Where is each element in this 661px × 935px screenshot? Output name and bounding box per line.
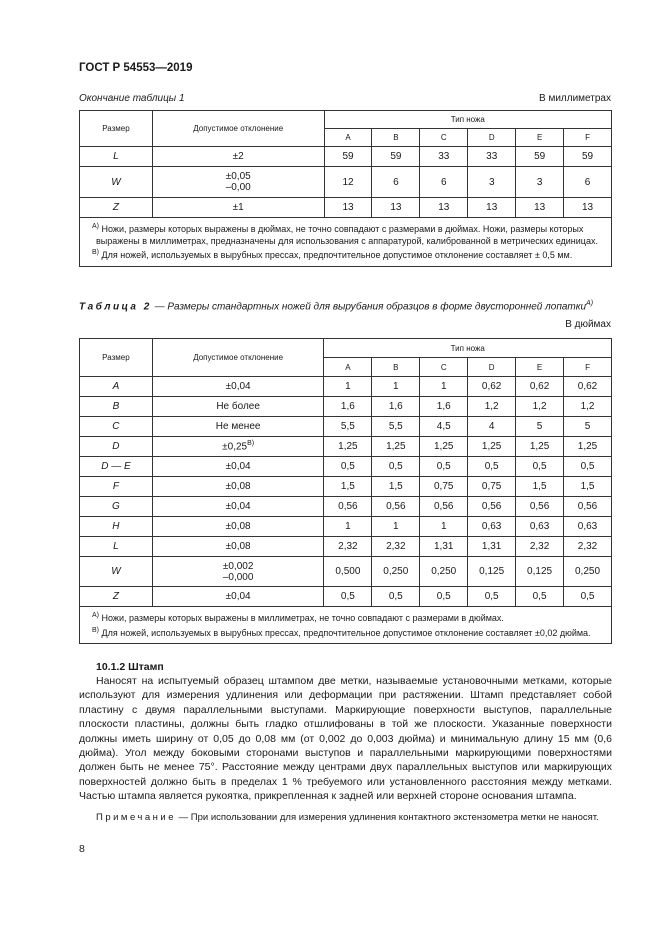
table1 bbox=[79, 110, 612, 267]
value-cell: 1,25 bbox=[516, 437, 564, 457]
tolerance-upper: ±0,002 bbox=[222, 560, 254, 572]
tolerance-lower: –0,000 bbox=[222, 571, 254, 583]
footnote-text: Для ножей, используемых в вырубных прессах, предпочтительное допустимое отклонение составляет ± 0,5 мм. bbox=[101, 250, 573, 260]
value-cell: 1,25 bbox=[372, 437, 420, 457]
note-label: Примечание bbox=[96, 812, 176, 823]
tolerance-value: ±0,08 bbox=[225, 541, 251, 552]
value-cell: 0,250 bbox=[564, 557, 612, 587]
value-cell: 0,63 bbox=[468, 517, 516, 537]
value-cell: 1,5 bbox=[516, 477, 564, 497]
size-cell: F bbox=[80, 477, 153, 497]
tolerance-value: ±0,04 bbox=[225, 381, 251, 392]
value-cell: 1,25 bbox=[564, 437, 612, 457]
value-cell: 0,125 bbox=[468, 557, 516, 587]
size-cell: L bbox=[80, 147, 153, 167]
value-cell: 0,250 bbox=[420, 557, 468, 587]
tolerance-cell: ±2 bbox=[152, 147, 324, 167]
value-cell: 1,6 bbox=[372, 397, 420, 417]
tolerance-cell bbox=[152, 477, 324, 497]
tolerance-cell: ±1 bbox=[152, 198, 324, 218]
tolerance-cell bbox=[152, 397, 324, 417]
tolerance-value: ±0,08 bbox=[225, 521, 251, 532]
table1-header-tolerance: Допустимое отклонение bbox=[152, 111, 324, 147]
size-cell: C bbox=[80, 417, 153, 437]
size-cell: Z bbox=[80, 587, 153, 607]
table1-type-f: F bbox=[564, 129, 612, 147]
value-cell: 3 bbox=[468, 167, 516, 198]
table2-header-size: Размер bbox=[80, 339, 153, 377]
value-cell: 0,56 bbox=[564, 497, 612, 517]
value-cell: 13 bbox=[420, 198, 468, 218]
section-heading: 10.1.2 Штамп bbox=[96, 661, 164, 673]
size-cell: H bbox=[80, 517, 153, 537]
footnote-a bbox=[92, 610, 607, 625]
table2-type-a: A bbox=[324, 358, 372, 377]
size-cell: D bbox=[80, 437, 153, 457]
table1-header-size: Размер bbox=[80, 111, 153, 147]
value-cell: 1 bbox=[420, 377, 468, 397]
tolerance-value: ±0,08 bbox=[225, 481, 251, 492]
table1-unit: В миллиметрах bbox=[539, 93, 611, 104]
table-row bbox=[80, 497, 612, 517]
value-cell: 2,32 bbox=[564, 537, 612, 557]
tolerance-cell bbox=[152, 457, 324, 477]
section-note bbox=[79, 812, 612, 825]
value-cell: 2,32 bbox=[372, 537, 420, 557]
value-cell: 1,6 bbox=[420, 397, 468, 417]
tolerance-cell bbox=[152, 437, 324, 457]
table2-title-label: Таблица 2 bbox=[79, 301, 152, 313]
value-cell: 0,62 bbox=[516, 377, 564, 397]
footnote-b bbox=[92, 625, 607, 640]
value-cell: 6 bbox=[372, 167, 420, 198]
value-cell: 0,62 bbox=[564, 377, 612, 397]
tolerance-upper: ±0,05 bbox=[225, 171, 251, 182]
footnote-mark: A) bbox=[92, 612, 99, 619]
value-cell: 1 bbox=[372, 377, 420, 397]
footnote-text: Ножи, размеры которых выражены в дюймах, не точно совпадают с размерами в дюймах. Ножи, размеры которых выражены в миллиметрах, предназначены для использования с аппаратурой, калиброванной в метрических единицах. bbox=[96, 224, 598, 246]
footnote-a bbox=[92, 221, 607, 247]
value-cell: 5,5 bbox=[324, 417, 372, 437]
size-cell: Z bbox=[80, 198, 153, 218]
value-cell: 4 bbox=[468, 417, 516, 437]
size-cell: B bbox=[80, 397, 153, 417]
value-cell: 0,56 bbox=[372, 497, 420, 517]
value-cell: 13 bbox=[468, 198, 516, 218]
value-cell: 5,5 bbox=[372, 417, 420, 437]
value-cell: 5 bbox=[564, 417, 612, 437]
value-cell: 0,56 bbox=[420, 497, 468, 517]
value-cell: 1 bbox=[372, 517, 420, 537]
value-cell: 2,32 bbox=[516, 537, 564, 557]
value-cell: 0,125 bbox=[516, 557, 564, 587]
table2-type-b: B bbox=[372, 358, 420, 377]
value-cell: 0,56 bbox=[516, 497, 564, 517]
table-row bbox=[80, 517, 612, 537]
value-cell: 1,25 bbox=[468, 437, 516, 457]
value-cell: 0,5 bbox=[324, 587, 372, 607]
value-cell: 0,5 bbox=[564, 587, 612, 607]
tolerance-cell bbox=[152, 167, 324, 198]
value-cell: 4,5 bbox=[420, 417, 468, 437]
size-cell: L bbox=[80, 537, 153, 557]
value-cell: 33 bbox=[420, 147, 468, 167]
table2-title-sup: A) bbox=[586, 300, 594, 307]
table2-unit: В дюймах bbox=[565, 319, 611, 330]
value-cell: 0,5 bbox=[420, 457, 468, 477]
tolerance-cell bbox=[152, 517, 324, 537]
note-text: — При использовании для измерения удлинения контактного экстензометра метки не наносят. bbox=[176, 812, 599, 823]
value-cell: 1,5 bbox=[564, 477, 612, 497]
table-row bbox=[80, 437, 612, 457]
table-row bbox=[80, 557, 612, 587]
table2-footnotes bbox=[80, 607, 612, 644]
section-paragraph: Наносят на испытуемый образец штампом две метки, называемые установочными метками, которые используют для измерения удлинения или деформации при растяжении. Штамп представляет собой пластину с двумя параллельными выступами. Маркирующие поверхности выступов, параллельные плоскости пластины, должны быть гладко отшлифованы в той же плоскости. Указанные поверхности должны иметь ширину от 0,05 до 0,08 мм (от 0,002 до 0,003 дюйма) и минимальную длину 15 мм (0,6 дюйма). Угол между боковыми сторонами выступов и параллельными маркирующими поверхностями должен быть не менее 75°. Расстояние между центрами двух параллельных выступов или маркирующих поверхностей должно быть в пределах 1 % требуемого или установленного расстояния между метками. Частью штампа является рукоятка, прикрепленная к задней или верхней стороне основания штампа. bbox=[79, 675, 612, 803]
table-row bbox=[80, 377, 612, 397]
value-cell: 0,75 bbox=[420, 477, 468, 497]
value-cell: 13 bbox=[564, 198, 612, 218]
value-cell: 5 bbox=[516, 417, 564, 437]
footnote-b bbox=[92, 247, 607, 262]
value-cell: 1,25 bbox=[420, 437, 468, 457]
footnote-mark: A) bbox=[92, 223, 99, 230]
value-cell: 1,25 bbox=[324, 437, 372, 457]
value-cell: 0,5 bbox=[372, 457, 420, 477]
table-row bbox=[80, 457, 612, 477]
value-cell: 0,500 bbox=[324, 557, 372, 587]
value-cell: 1,31 bbox=[420, 537, 468, 557]
value-cell: 0,75 bbox=[468, 477, 516, 497]
footnote-text: Для ножей, используемых в вырубных прессах, предпочтительное допустимое отклонение составляет ±0,02 дюйма. bbox=[101, 627, 591, 638]
tolerance-value: ±0,04 bbox=[225, 591, 251, 602]
value-cell: 33 bbox=[468, 147, 516, 167]
value-cell: 0,5 bbox=[516, 587, 564, 607]
table-row bbox=[80, 477, 612, 497]
table1-caption: Окончание таблицы 1 bbox=[79, 93, 185, 104]
value-cell: 1,5 bbox=[372, 477, 420, 497]
tolerance-cell bbox=[152, 537, 324, 557]
value-cell: 0,63 bbox=[516, 517, 564, 537]
tolerance-cell bbox=[152, 497, 324, 517]
table-row bbox=[80, 167, 612, 198]
value-cell: 59 bbox=[516, 147, 564, 167]
footnote-text: Ножи, размеры которых выражены в миллиметрах, не точно совпадают с размерами в дюймах. bbox=[101, 613, 504, 623]
table2-type-c: C bbox=[420, 358, 468, 377]
tolerance-footnote-mark: B) bbox=[247, 440, 255, 448]
value-cell: 6 bbox=[420, 167, 468, 198]
value-cell: 0,62 bbox=[468, 377, 516, 397]
value-cell: 0,5 bbox=[324, 457, 372, 477]
tolerance-value: ±0,04 bbox=[225, 501, 251, 512]
table2-type-e: E bbox=[516, 358, 564, 377]
table1-footnotes bbox=[80, 218, 612, 267]
value-cell: 1,6 bbox=[324, 397, 372, 417]
value-cell: 12 bbox=[324, 167, 372, 198]
value-cell: 0,63 bbox=[564, 517, 612, 537]
value-cell: 1 bbox=[324, 517, 372, 537]
value-cell: 0,5 bbox=[372, 587, 420, 607]
tolerance-cell bbox=[152, 557, 324, 587]
document-header: ГОСТ Р 54553—2019 bbox=[79, 62, 193, 74]
size-cell: W bbox=[80, 557, 153, 587]
table2-title bbox=[79, 300, 593, 312]
value-cell: 13 bbox=[516, 198, 564, 218]
table2-title-text: — Размеры стандартных ножей для вырубания образцов в форме двусторонней лопатки bbox=[151, 301, 587, 313]
table-row bbox=[80, 587, 612, 607]
value-cell: 0,56 bbox=[468, 497, 516, 517]
table1-header-type: Тип ножа bbox=[324, 111, 611, 129]
table1-type-a: A bbox=[324, 129, 372, 147]
table-row bbox=[80, 147, 612, 167]
value-cell: 1,2 bbox=[516, 397, 564, 417]
table2 bbox=[79, 338, 612, 644]
table2-type-f: F bbox=[564, 358, 612, 377]
value-cell: 2,32 bbox=[324, 537, 372, 557]
table1-type-b: B bbox=[372, 129, 420, 147]
table2-header-tolerance: Допустимое отклонение bbox=[152, 339, 324, 377]
size-cell: D — E bbox=[80, 457, 153, 477]
value-cell: 0,5 bbox=[516, 457, 564, 477]
value-cell: 0,5 bbox=[468, 457, 516, 477]
footnote-mark: B) bbox=[92, 249, 99, 256]
value-cell: 59 bbox=[564, 147, 612, 167]
value-cell: 1,31 bbox=[468, 537, 516, 557]
value-cell: 1 bbox=[324, 377, 372, 397]
value-cell: 1,5 bbox=[324, 477, 372, 497]
value-cell: 0,56 bbox=[324, 497, 372, 517]
table-row bbox=[80, 417, 612, 437]
value-cell: 6 bbox=[564, 167, 612, 198]
value-cell: 0,5 bbox=[564, 457, 612, 477]
table1-type-c: C bbox=[420, 129, 468, 147]
value-cell: 13 bbox=[372, 198, 420, 218]
tolerance-lower: –0,00 bbox=[225, 182, 251, 193]
size-cell: G bbox=[80, 497, 153, 517]
table1-type-d: D bbox=[468, 129, 516, 147]
tolerance-cell bbox=[152, 377, 324, 397]
table-row bbox=[80, 397, 612, 417]
table-row bbox=[80, 198, 612, 218]
page-number: 8 bbox=[79, 843, 85, 855]
value-cell: 1,2 bbox=[564, 397, 612, 417]
value-cell: 1 bbox=[420, 517, 468, 537]
tolerance-cell bbox=[152, 417, 324, 437]
value-cell: 3 bbox=[516, 167, 564, 198]
tolerance-value: ±0,04 bbox=[225, 461, 251, 472]
value-cell: 0,250 bbox=[372, 557, 420, 587]
size-cell: W bbox=[80, 167, 153, 198]
value-cell: 0,5 bbox=[468, 587, 516, 607]
tolerance-value: Не менее bbox=[215, 421, 261, 432]
value-cell: 59 bbox=[324, 147, 372, 167]
footnote-mark: B) bbox=[92, 626, 99, 634]
tolerance-value: Не более bbox=[216, 401, 260, 412]
size-cell: A bbox=[80, 377, 153, 397]
tolerance-cell bbox=[152, 587, 324, 607]
table-row bbox=[80, 537, 612, 557]
table2-type-d: D bbox=[468, 358, 516, 377]
value-cell: 13 bbox=[324, 198, 372, 218]
tolerance-value: ±0,25 bbox=[222, 441, 248, 453]
value-cell: 1,2 bbox=[468, 397, 516, 417]
value-cell: 0,5 bbox=[420, 587, 468, 607]
table1-type-e: E bbox=[516, 129, 564, 147]
value-cell: 59 bbox=[372, 147, 420, 167]
table2-header-type: Тип ножа bbox=[324, 339, 612, 358]
